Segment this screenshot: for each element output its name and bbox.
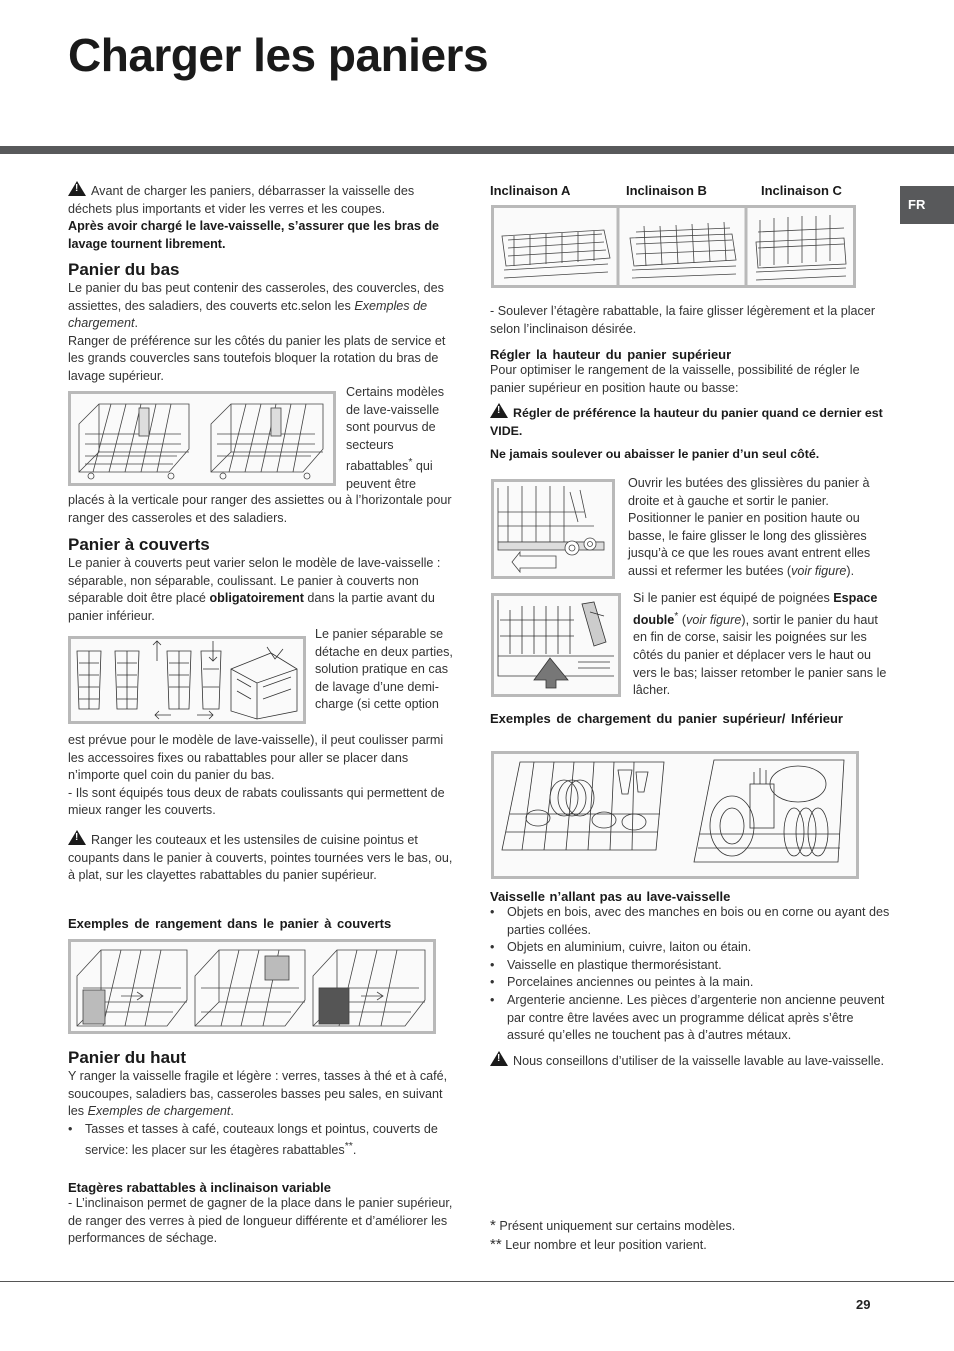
bas-p1: Le panier du bas peut contenir des casseroles, des couvercles, des assiettes, des saladiers, des couverts etc.selon les	[68, 281, 444, 313]
cutlery-basket-drawing	[71, 639, 303, 721]
hauteur-side1: Ouvrir les butées des glissières du panier à droite et à gauche et sortir le panier. Positionner le panier en position haute ou basse, le faire glisser le long des glissières jusqu’à ce que les roues avant entrent elles aussi et refermer les butées (voir figure).	[628, 476, 871, 578]
intro-bold: Après avoir chargé le lave-vaisselle, s’assurer que les bras de lavage tournent librement.	[68, 219, 440, 251]
lower-basket-drawing	[71, 394, 333, 483]
heading-vaisselle: Vaisselle n’allant pas au lave-vaisselle	[490, 889, 731, 904]
footnote-2: ** Leur nombre et leur position varient.	[490, 1235, 707, 1253]
couverts-continuation: est prévue pour le modèle de lave-vaisselle), il peut coulisser parmi les accessoires fixes ou rabattables pour aller se placer dans n’importe quel coin du panier du bas. - Ils sont équipés tous deux de rabats coulissants qui permettent de mieux ranger les couverts.	[68, 733, 445, 818]
heading-etageres: Etagères rabattables à inclinaison variable	[68, 1180, 332, 1195]
list-item: • Objets en bois, avec des manches en bois ou en corne ou ayant des parties collées.	[490, 904, 892, 939]
bas-p2: Ranger de préférence sur les côtés du panier les plats de service et les grands couvercles sans toutefois bloquer la rotation du bras de lavage supérieur.	[68, 333, 446, 383]
warning-icon	[68, 181, 86, 196]
label-inclinaison-a: Inclinaison A	[490, 183, 571, 198]
figure-inclinaison	[491, 205, 856, 288]
section-hauteur: Régler la hauteur du panier supérieur Pour optimiser le rangement de la vaisselle, possibilité de régler le panier supérieur en position haute ou basse: !Régler de préférence la hauteur du panier quand ce dernier est VIDE. Ne jamais soulever ou abaisser le panier d’un seul côté.	[490, 347, 890, 464]
footnote-1: * Présent uniquement sur certains modèles.	[490, 1217, 736, 1234]
hauteur-side2: Si le panier est équipé de poignées Espace double* (voir figure), sortir le panier du haut en fin de corse, saisir les poignées sur les côtés du panier et déplacer vers le haut ou vers le bas; laisser retomber le panier sans le lâcher.	[633, 591, 887, 698]
list-item: • Porcelaines anciennes ou peintes à la main.	[490, 974, 892, 992]
bas-p1-link: Exemples de chargement	[68, 298, 428, 331]
heading-panier-haut: Panier du haut	[68, 1048, 187, 1067]
couverts-warning: !Ranger les couteaux et les ustensiles de cuisine pointus et coupants dans le panier à couverts, pointes tournées vers le bas, ou, à plat, sur les clayettes rabattables du panier supérieur.	[68, 830, 453, 885]
section-etageres	[68, 1180, 456, 1248]
etageres-p1: - L’inclinaison permet de gagner de la place dans le panier supérieur, de ranger des verres à pied de longueur différente et d’améliorer les performances de séchage.	[68, 1196, 453, 1246]
warning-icon	[490, 1051, 508, 1066]
hauteur-bold2: Ne jamais soulever ou abaisser le panier d’un seul côté.	[490, 447, 820, 462]
section-vaisselle: Vaisselle n’allant pas au lave-vaisselle • Objets en bois, avec des manches en bois ou en corne ou ayant des parties collées. • Objets en aluminium, cuivre, laiton ou étain. • Vaisselle en plastique thermorésistant. • Porcelaines anciennes ou peintes à la main. • Argenterie ancienne. Les pièces d’argenterie non ancienne peuvent par contre être lavées avec un programme délicat après s’être assuré qu’elles ne touchent pas à d’autres métaux. !Nous conseillons d’utiliser de la vaisselle lavable au lave-vaisselle.	[490, 889, 892, 1070]
section-panier-couverts: Panier à couverts Le panier à couverts peut varier selon le modèle de lave-vaisselle : séparable, non séparable, coulissant. Le panier à couverts non séparable doit être placé obligatoirement dans la partie avant du panier inférieur.	[68, 535, 453, 625]
list-item: • Argenterie ancienne. Les pièces d’argenterie non ancienne peuvent par contre être lavées avec un programme délicat après s’être assuré qu’elles ne touchent pas à d’autres métaux.	[490, 992, 892, 1045]
intro-block	[68, 181, 453, 253]
heading-panier-couverts: Panier à couverts	[68, 535, 210, 554]
bas-side-text: Certains modèles de lave-vaisselle sont pourvus de secteurs rabattables* qui peuvent être	[346, 385, 444, 492]
loading-examples-drawing	[494, 754, 856, 876]
figure-cutlery-basket	[68, 636, 306, 724]
figure-loading-examples	[491, 751, 859, 879]
espace-double-drawing	[494, 596, 618, 694]
cutlery-examples-drawing	[71, 942, 433, 1031]
couverts-side-text: Le panier séparable se détache en deux parties, solution pratique en cas de lavage d’une demi-charge (si cette option	[315, 627, 453, 712]
inclinaison-text: - Soulever l’étagère rabattable, la faire glisser légèrement et la placer selon l’inclinaison désirée.	[490, 304, 876, 336]
warning-icon	[490, 403, 508, 418]
list-item: • Objets en aluminium, cuivre, laiton ou étain.	[490, 939, 892, 957]
page-number: 29	[856, 1297, 871, 1312]
figure-espace-double	[491, 593, 621, 697]
label-inclinaison-c: Inclinaison C	[761, 183, 842, 198]
bas-continuation: placés à la verticale pour ranger des assiettes ou à l’horizontale pour ranger des casseroles et des saladiers.	[68, 493, 452, 525]
footnotes	[490, 1217, 890, 1254]
label-inclinaison-b: Inclinaison B	[626, 183, 707, 198]
figure-rail-stops	[491, 479, 615, 579]
heading-panier-bas: Panier du bas	[68, 260, 180, 279]
page-title: Charger les paniers	[68, 29, 489, 81]
inclinaison-drawing	[494, 208, 853, 285]
warning-icon	[68, 830, 86, 845]
header-rule	[0, 146, 954, 154]
section-panier-bas: Panier du bas Le panier du bas peut contenir des casseroles, des couvercles, des assiettes, des saladiers, des couverts etc.selon les Exemples de chargement. Ranger de préférence sur les côtés du panier les plats de service et les grands couvercles sans toutefois bloquer la rotation du bras de lavage supérieur.	[68, 260, 453, 386]
heading-exemples-chargement: Exemples de chargement du panier supérieur/ Inférieur	[490, 711, 843, 726]
vaisselle-list	[490, 904, 892, 1045]
hauteur-p1: Pour optimiser le rangement de la vaisselle, possibilité de régler le panier supérieur en position haute ou basse:	[490, 363, 860, 395]
heading-hauteur: Régler la hauteur du panier supérieur	[490, 347, 732, 362]
heading-examples-couverts: Exemples de rangement dans le panier à couverts	[68, 916, 392, 931]
intro-warning: Avant de charger les paniers, débarrasser la vaisselle des déchets plus importants et vider les verres et les coupes.	[68, 184, 415, 216]
section-panier-haut: Panier du haut Y ranger la vaisselle fragile et légère : verres, tasses à thé et à café, soucoupes, saladiers bas, casseroles basses peu sales, en suivant les Exemples de chargement. • Tasses et tasses à café, couteaux longs et pointus, couverts de service: les placer sur les étagères rabattables**.	[68, 1048, 456, 1160]
footer-rule	[0, 1281, 954, 1282]
figure-cutlery-examples	[68, 939, 436, 1034]
rail-stops-drawing	[494, 482, 612, 576]
language-tab: FR	[900, 186, 954, 224]
figure-lower-basket	[68, 391, 336, 486]
list-item: • Tasses et tasses à café, couteaux longs et pointus, couverts de service: les placer sur les étagères rabattables**.	[68, 1121, 456, 1160]
list-item: • Vaisselle en plastique thermorésistant.	[490, 957, 892, 975]
